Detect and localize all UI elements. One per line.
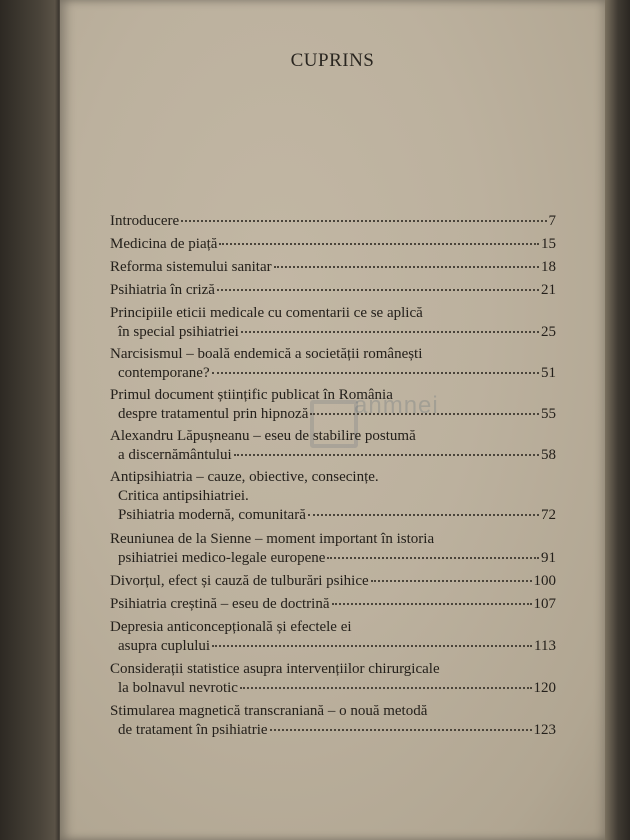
toc-entry-line: Medicina de piață bbox=[110, 236, 218, 252]
toc-entry-leader-row bbox=[110, 506, 556, 525]
toc-entry bbox=[110, 345, 556, 383]
toc-entry-line: Psihiatria modernă, comunitară bbox=[118, 507, 306, 523]
toc-entry-line: psihiatriei medico-legale europene bbox=[118, 550, 326, 566]
toc-entry bbox=[110, 304, 556, 342]
toc-entry-line: în special psihiatriei bbox=[118, 324, 239, 340]
dot-leader bbox=[308, 510, 539, 516]
toc-entry-leader-row bbox=[110, 637, 556, 656]
toc-page-number: 21 bbox=[541, 282, 556, 298]
toc-entry bbox=[110, 212, 556, 231]
toc-entry-line: Reforma sistemului sanitar bbox=[110, 259, 272, 275]
toc-entry bbox=[110, 386, 556, 424]
toc-page-number: 55 bbox=[541, 406, 556, 422]
dot-leader bbox=[371, 576, 532, 582]
toc-entry-line: despre tratamentul prin hipnoză bbox=[118, 406, 309, 422]
toc-entry bbox=[110, 258, 556, 277]
toc-entry-line: la bolnavul nevrotic bbox=[118, 680, 238, 696]
toc-entry-line: Primul document științific publicat în România bbox=[110, 387, 393, 403]
dot-leader bbox=[212, 641, 532, 647]
toc-entry-line: Narcisismul – boală endemică a societății românești bbox=[110, 346, 423, 362]
dot-leader bbox=[219, 239, 539, 245]
toc-page-number: 123 bbox=[533, 722, 556, 738]
toc-entry-leader-row bbox=[110, 323, 556, 342]
toc-entry-leader-row bbox=[110, 281, 556, 300]
toc-page-number: 113 bbox=[534, 638, 556, 654]
toc-entry-leader-row bbox=[110, 446, 556, 465]
toc-page-number: 7 bbox=[548, 213, 556, 229]
toc-entry bbox=[110, 595, 556, 614]
toc-entry-leader-row bbox=[110, 364, 556, 383]
page-title: CUPRINS bbox=[290, 50, 375, 71]
toc-page-number: 25 bbox=[541, 324, 556, 340]
dot-leader bbox=[217, 285, 539, 291]
toc-entry-leader-row bbox=[110, 679, 556, 698]
dot-leader bbox=[270, 725, 532, 731]
toc-entry bbox=[110, 618, 556, 656]
toc-entry-line: Alexandru Lăpușneanu – eseu de stabilire postumă bbox=[110, 428, 416, 444]
toc-entry-line: Reuniunea de la Sienne – moment important în istoria bbox=[110, 531, 435, 547]
dot-leader bbox=[240, 683, 532, 689]
dot-leader bbox=[332, 599, 532, 605]
toc-page-number: 100 bbox=[533, 573, 556, 589]
toc-entry bbox=[110, 427, 556, 465]
toc-page-number: 91 bbox=[541, 550, 556, 566]
toc-entry-line: Psihiatria în criză bbox=[110, 282, 215, 298]
dot-leader bbox=[274, 262, 539, 268]
toc-entry-leader-row bbox=[110, 235, 556, 254]
toc-page-number: 18 bbox=[541, 259, 556, 275]
watermark-text: anmnei bbox=[354, 392, 439, 419]
toc-entry-line: de tratament în psihiatrie bbox=[118, 722, 268, 738]
table-of-contents bbox=[110, 212, 556, 744]
toc-entry bbox=[110, 281, 556, 300]
toc-entry bbox=[110, 530, 556, 568]
toc-entry-line: Critica antipsihiatriei. bbox=[118, 488, 249, 504]
toc-entry bbox=[110, 468, 556, 525]
toc-entry-line: Principiile eticii medicale cu comentarii ce se aplică bbox=[110, 305, 423, 321]
toc-page-number: 120 bbox=[533, 680, 556, 696]
toc-entry-line: a discernământului bbox=[118, 447, 232, 463]
toc-entry-leader-row bbox=[110, 212, 556, 231]
toc-page-number: 15 bbox=[541, 236, 556, 252]
dot-leader bbox=[241, 327, 539, 333]
dot-leader bbox=[212, 368, 539, 374]
toc-entry-line: Considerații statistice asupra intervențiilor chirurgicale bbox=[110, 661, 440, 677]
toc-entry-line: Depresia anticoncepțională și efectele ei bbox=[110, 619, 352, 635]
toc-entry-line: asupra cuplului bbox=[118, 638, 211, 654]
toc-page-number: 107 bbox=[533, 596, 556, 612]
toc-entry-line: contemporane? bbox=[118, 365, 210, 381]
toc-entry-leader-row bbox=[110, 405, 556, 424]
toc-entry-leader-row bbox=[110, 258, 556, 277]
toc-entry bbox=[110, 702, 556, 740]
toc-page-number: 58 bbox=[541, 447, 556, 463]
toc-entry-line: Stimularea magnetică transcraniană – o nouă metodă bbox=[110, 703, 428, 719]
book-page bbox=[60, 0, 605, 840]
toc-page-number: 51 bbox=[541, 365, 556, 381]
toc-entry-leader-row bbox=[110, 595, 556, 614]
toc-entry bbox=[110, 235, 556, 254]
toc-page-number: 72 bbox=[541, 507, 556, 523]
dot-leader bbox=[234, 450, 539, 456]
dot-leader bbox=[310, 409, 539, 415]
toc-entry bbox=[110, 660, 556, 698]
dot-leader bbox=[327, 553, 539, 559]
toc-entry-leader-row bbox=[110, 572, 556, 591]
toc-entry-line: Antipsihiatria – cauze, obiective, consecințe. bbox=[110, 469, 379, 485]
toc-entry-line: Introducere bbox=[110, 213, 180, 229]
dot-leader bbox=[181, 216, 546, 222]
toc-entry-line: Divorțul, efect și cauză de tulburări psihice bbox=[110, 573, 369, 589]
toc-entry-line: Psihiatria creștină – eseu de doctrină bbox=[110, 596, 330, 612]
toc-entry bbox=[110, 572, 556, 591]
toc-entry-leader-row bbox=[110, 721, 556, 740]
toc-entry-leader-row bbox=[110, 549, 556, 568]
